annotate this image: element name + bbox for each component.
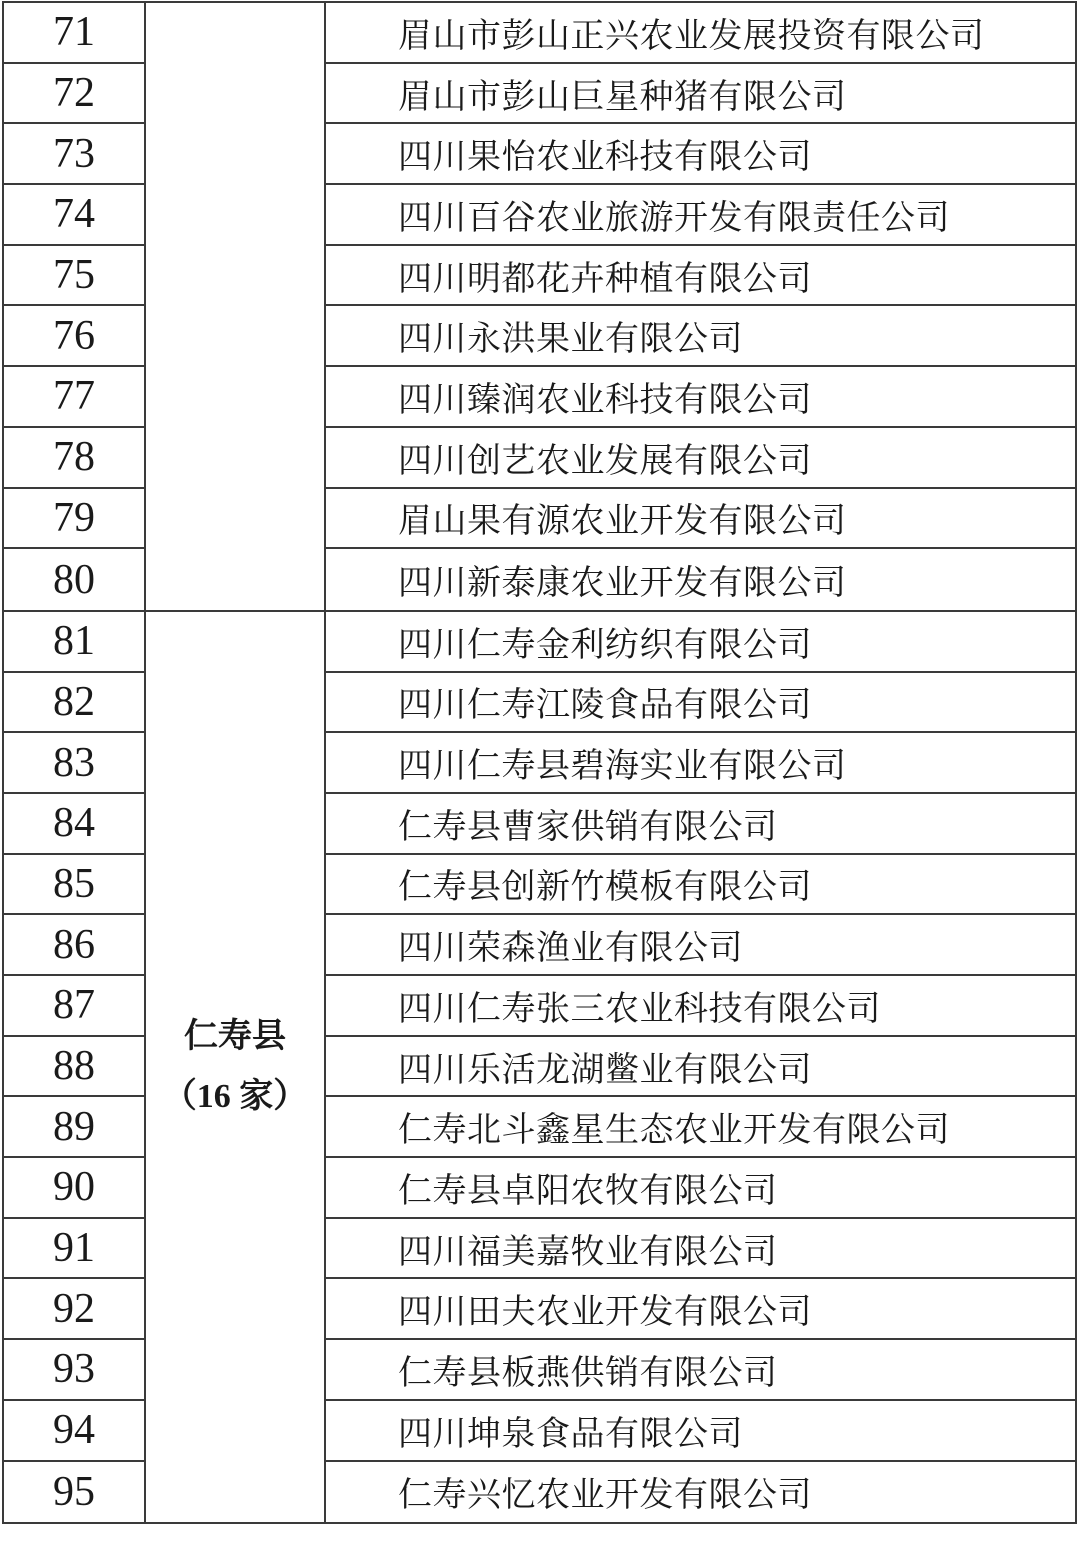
row-number: 85 — [4, 855, 146, 916]
row-number: 90 — [4, 1158, 146, 1219]
row-number: 78 — [4, 428, 146, 489]
company-name: 四川新泰康农业开发有限公司 — [398, 565, 847, 603]
row-number: 76 — [4, 306, 146, 367]
company-name: 四川果怡农业科技有限公司 — [326, 124, 1075, 185]
row-number: 75 — [4, 246, 146, 307]
county-group — [4, 3, 1075, 610]
row-number: 79 — [4, 489, 146, 550]
company-name: 四川永洪果业有限公司 — [326, 306, 1075, 367]
row-number: 88 — [4, 1037, 146, 1098]
county-group — [4, 610, 1075, 1522]
company-name: 四川乐活龙湖鳖业有限公司 — [326, 1037, 1075, 1098]
county-cell — [146, 3, 326, 610]
row-number: 80 — [4, 549, 146, 610]
company-name: 四川荣森渔业有限公司 — [326, 915, 1075, 976]
company-name: 眉山果有源农业开发有限公司 — [326, 489, 1075, 550]
row-number: 92 — [4, 1279, 146, 1340]
row-number: 89 — [4, 1097, 146, 1158]
company-name: 四川福美嘉牧业有限公司 — [326, 1219, 1075, 1280]
company-name: 四川百谷农业旅游开发有限责任公司 — [326, 185, 1075, 246]
company-name: 四川臻润农业科技有限公司 — [326, 367, 1075, 428]
county-label: （16 家） — [162, 1078, 308, 1116]
row-number: 74 — [4, 185, 146, 246]
company-name: 眉山市彭山正兴农业发展投资有限公司 — [326, 3, 1075, 64]
company-name: 仁寿县创新竹模板有限公司 — [326, 855, 1075, 916]
row-number: 95 — [4, 1462, 146, 1523]
company-table — [2, 1, 1077, 1524]
row-number: 93 — [4, 1340, 146, 1401]
row-number: 83 — [4, 733, 146, 794]
row-number: 91 — [4, 1219, 146, 1280]
company-name: 仁寿北斗鑫星生态农业开发有限公司 — [326, 1097, 1075, 1158]
company-name: 仁寿县曹家供销有限公司 — [326, 794, 1075, 855]
county-label: 仁寿县 — [184, 1018, 286, 1056]
company-name: 仁寿兴忆农业开发有限公司 — [398, 1477, 812, 1515]
county-cell — [146, 612, 326, 1522]
company-name: 四川仁寿金利纺织有限公司 — [326, 612, 1075, 673]
company-name: 四川仁寿县碧海实业有限公司 — [326, 733, 1075, 794]
row-number: 86 — [4, 915, 146, 976]
company-name: 仁寿县卓阳农牧有限公司 — [326, 1158, 1075, 1219]
company-name: 仁寿县板燕供销有限公司 — [326, 1340, 1075, 1401]
company-name: 四川坤泉食品有限公司 — [326, 1401, 1075, 1462]
row-number: 94 — [4, 1401, 146, 1462]
row-number: 87 — [4, 976, 146, 1037]
row-number: 84 — [4, 794, 146, 855]
company-name: 四川仁寿江陵食品有限公司 — [326, 673, 1075, 734]
company-name: 眉山市彭山巨星种猪有限公司 — [326, 64, 1075, 125]
row-number: 77 — [4, 367, 146, 428]
company-name: 四川田夫农业开发有限公司 — [326, 1279, 1075, 1340]
row-number: 82 — [4, 673, 146, 734]
company-name: 四川仁寿张三农业科技有限公司 — [326, 976, 1075, 1037]
row-number: 72 — [4, 64, 146, 125]
company-name: 四川创艺农业发展有限公司 — [326, 428, 1075, 489]
row-number: 81 — [4, 612, 146, 673]
row-number: 71 — [4, 3, 146, 64]
company-name: 四川明都花卉种植有限公司 — [326, 246, 1075, 307]
row-number: 73 — [4, 124, 146, 185]
